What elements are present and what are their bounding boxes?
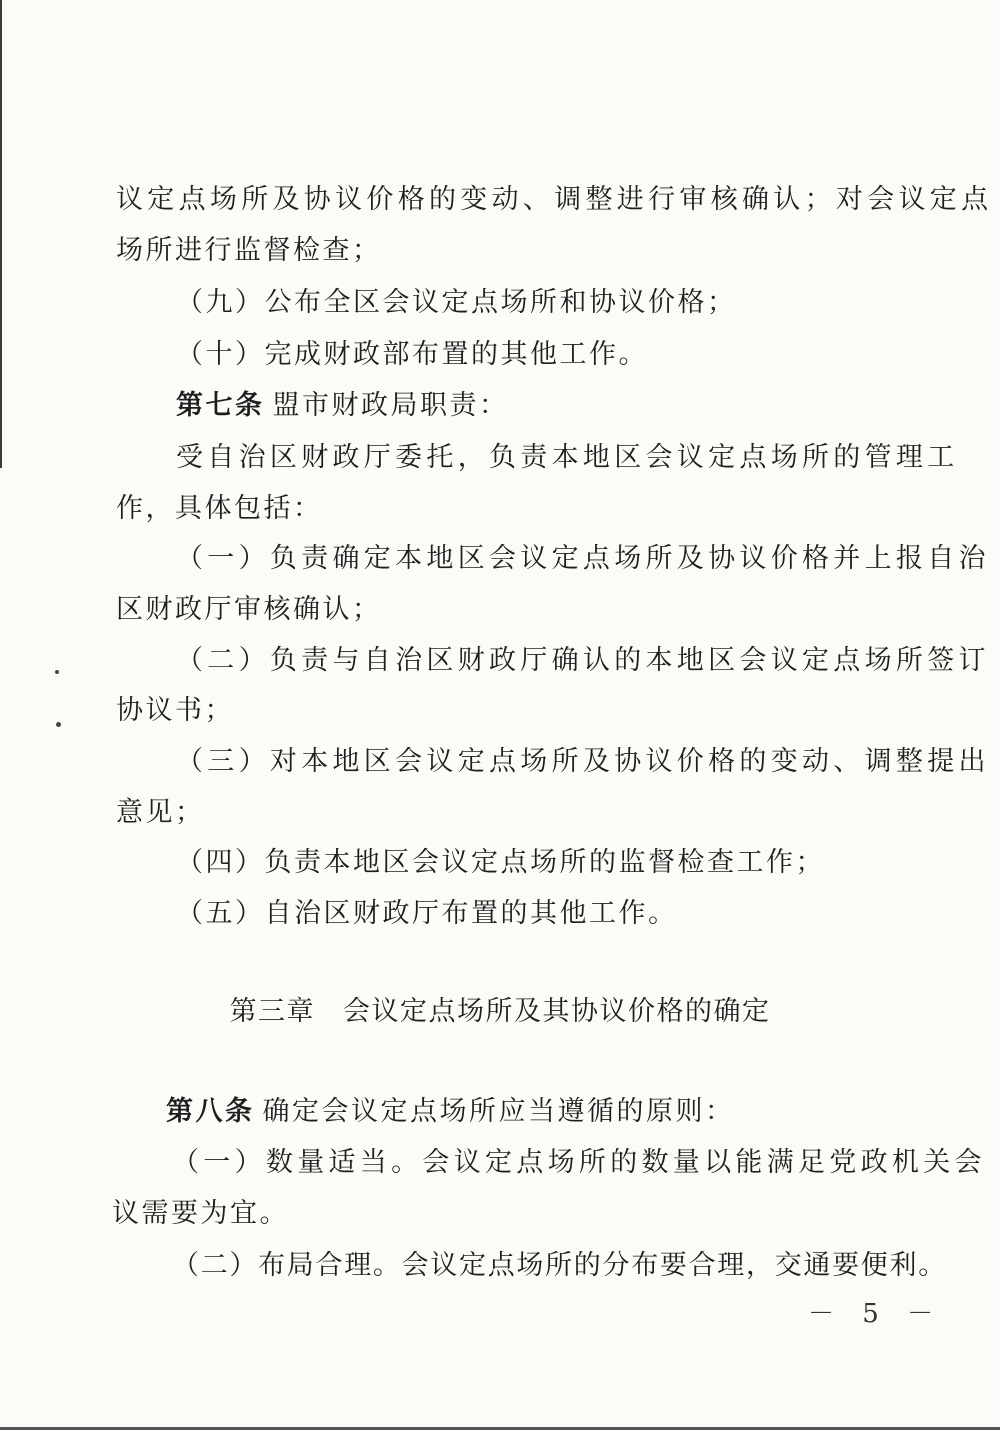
article-8-heading (166, 1094, 735, 1130)
list-item-5: （五）自治区财政厅布置的其他工作。 (176, 898, 678, 929)
chapter-label: 第三章 (229, 996, 315, 1027)
list-item-1: （一）负责确定本地区会议定点场所及协议价格并上报自治 (176, 543, 990, 574)
text-line: 场所进行监督检查； (116, 235, 382, 266)
article-8-text: 确定会议定点场所应当遵循的原则： (262, 1096, 735, 1127)
text-line: 区财政厅审核确认； (116, 594, 382, 625)
list-item-10: （十）完成财政部布置的其他工作。 (176, 339, 648, 370)
text-line: 意见； (116, 797, 205, 828)
page-number: － 5 － (808, 1299, 944, 1329)
list-item-2: （二）布局合理。会议定点场所的分布要合理，交通要便利。 (172, 1250, 947, 1281)
text-line: 协议书； (116, 695, 234, 726)
list-item-3: （三）对本地区会议定点场所及协议价格的变动、调整提出 (176, 746, 990, 777)
list-item-2: （二）负责与自治区财政厅确认的本地区会议定点场所签订 (176, 645, 990, 676)
text-line: 议定点场所及协议价格的变动、调整进行审核确认；对会议定点 (116, 184, 993, 215)
text-line: 受自治区财政厅委托，负责本地区会议定点场所的管理工 (176, 442, 959, 473)
chapter-title: 会议定点场所及其协议价格的确定 (343, 996, 771, 1027)
list-item-9: （九）公布全区会议定点场所和协议价格； (176, 287, 737, 318)
article-7-label: 第七条 (176, 390, 265, 421)
article-7-heading (176, 388, 509, 424)
text-line: 议需要为宜。 (112, 1198, 289, 1229)
list-item-4: （四）负责本地区会议定点场所的监督检查工作； (176, 847, 825, 878)
article-8-label: 第八条 (166, 1096, 255, 1127)
article-7-text: 盟市财政局职责： (272, 390, 509, 421)
text-line: 作，具体包括： (116, 493, 323, 524)
chapter-heading (0, 994, 1000, 1030)
list-item-1: （一）数量适当。会议定点场所的数量以能满足党政机关会 (172, 1147, 986, 1178)
